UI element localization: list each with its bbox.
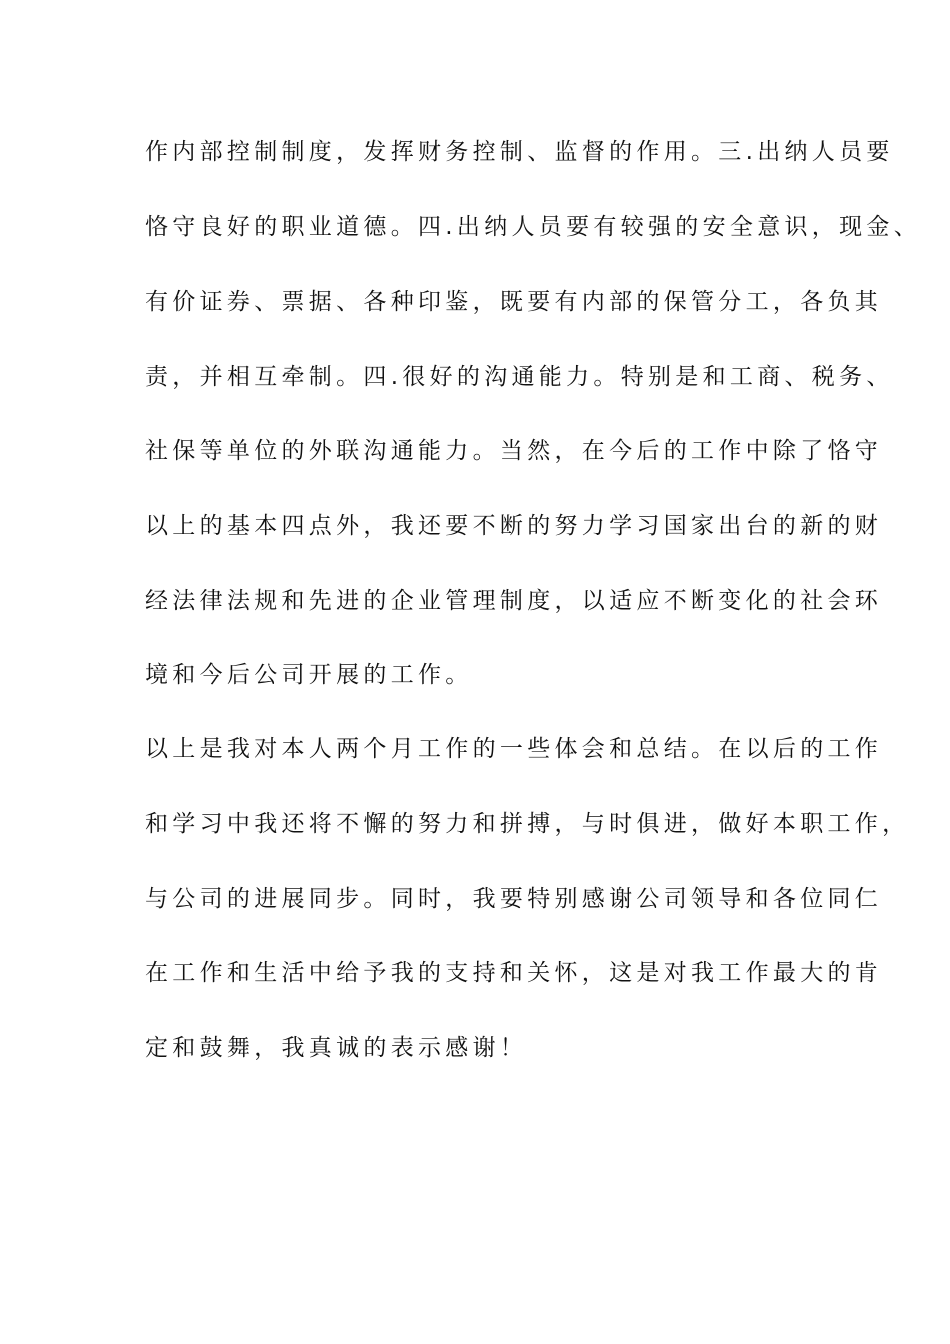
text-line: 责，并相互牵制。四.很好的沟通能力。特别是和工商、税务、	[145, 364, 894, 390]
text-line: 有价证券、票据、各种印鉴，既要有内部的保管分工，各负其	[145, 289, 883, 315]
text-line: 定和鼓舞，我真诚的表示感谢！	[145, 1035, 528, 1061]
text-line: 以上是我对本人两个月工作的一些体会和总结。在以后的工作	[145, 736, 883, 762]
text-line: 与公司的进展同步。同时，我要特别感谢公司领导和各位同仁	[145, 886, 883, 912]
text-line: 社保等单位的外联沟通能力。当然，在今后的工作中除了恪守	[145, 438, 883, 464]
text-line: 以上的基本四点外，我还要不断的努力学习国家出台的新的财	[145, 513, 883, 539]
text-line: 和学习中我还将不懈的努力和拼搏，与时俱进，做好本职工作，	[145, 811, 910, 837]
text-line: 在工作和生活中给予我的支持和关怀，这是对我工作最大的肯	[145, 960, 883, 986]
text-line: 恪守良好的职业道德。四.出纳人员要有较强的安全意识，现金、	[145, 214, 922, 240]
text-line: 境和今后公司开展的工作。	[145, 662, 473, 688]
text-line: 作内部控制制度，发挥财务控制、监督的作用。三.出纳人员要	[145, 139, 894, 165]
text-line: 经法律法规和先进的企业管理制度，以适应不断变化的社会环	[145, 588, 883, 614]
